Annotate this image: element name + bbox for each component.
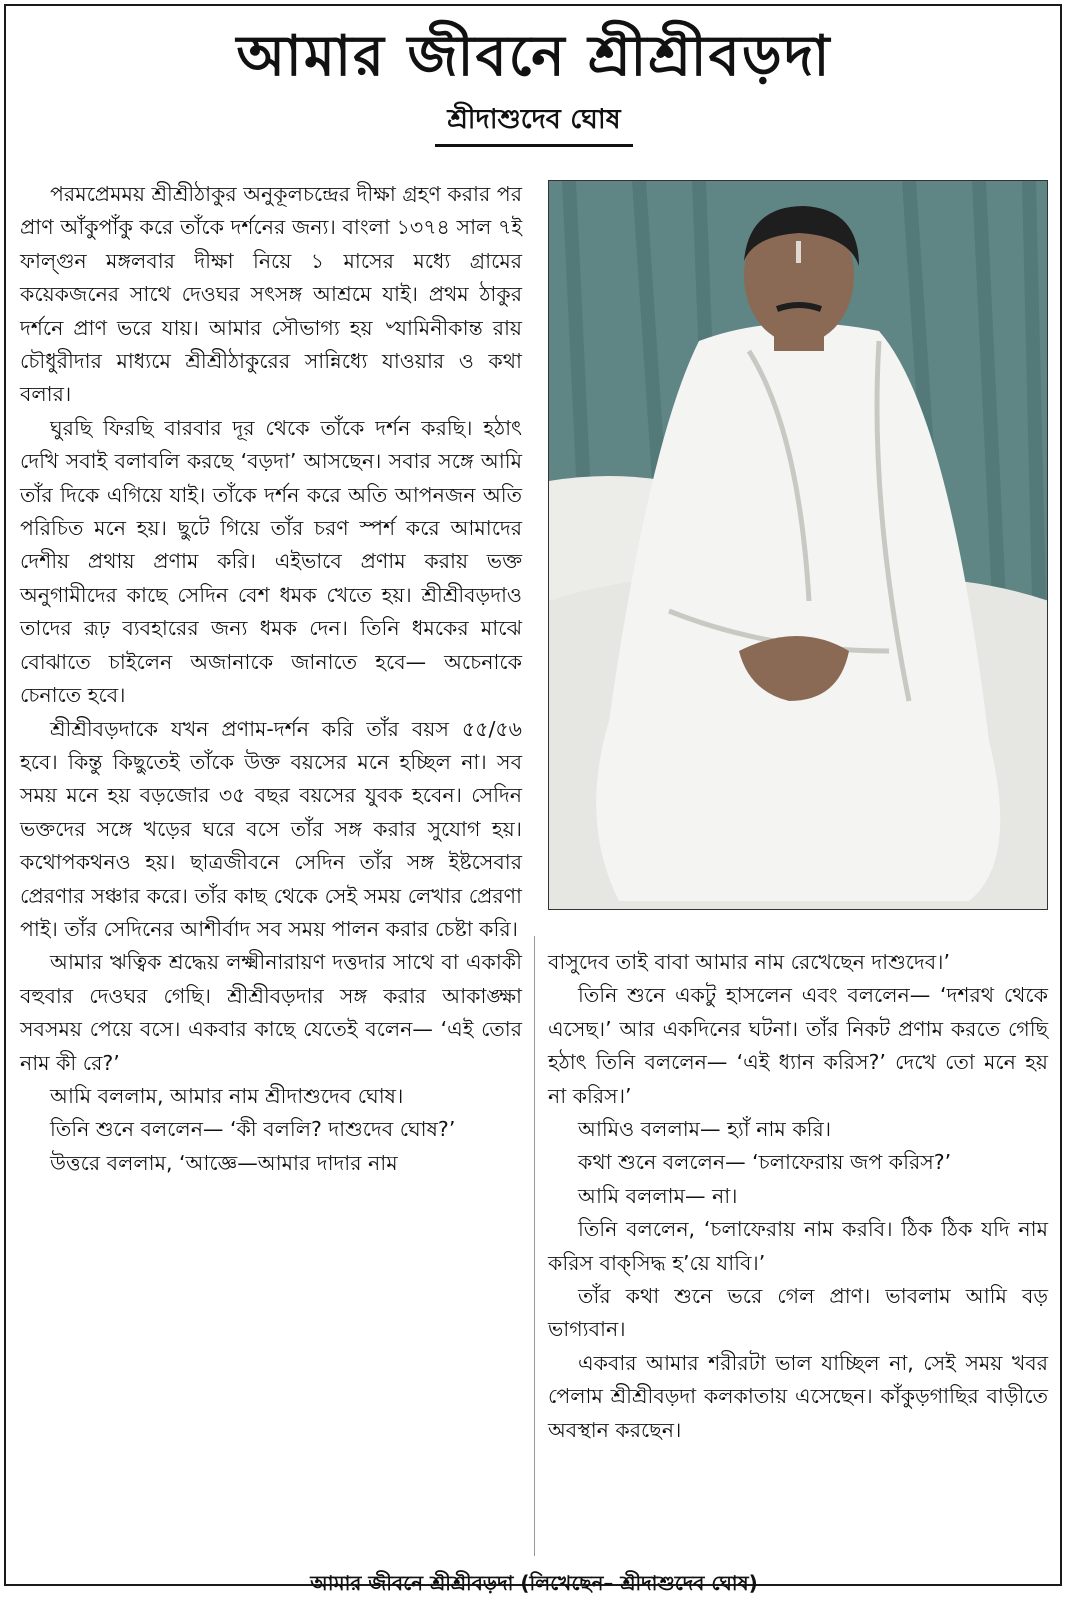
paragraph-continuation: বাসুদেব তাই বাবা আমার নাম রেখেছেন দাশুদেব।’ <box>548 950 951 974</box>
paragraph: তাঁর কথা শুনে ভরে গেল প্রাণ। ভাবলাম আমি বড় ভাগ্যবান। <box>548 1284 1048 1342</box>
paragraph: আমিও বললাম— হ্যাঁ নাম করি। <box>578 1117 832 1142</box>
paragraph: তিনি শুনে বললেন— ‘কী বললি? দাশুদেব ঘোষ?’ <box>50 1117 456 1142</box>
author-name: শ্রীদাশুদেব ঘোষ <box>435 100 632 147</box>
paragraph: তিনি শুনে একটু হাসলেন এবং বললেন— ‘দশরথ থেকে এসেছ।’ আর একদিনের ঘটনা। তাঁর নিকট প্রণাম করতে গেছি হঠাৎ তিনি বললেন— ‘এই ধ্যান করিস?’ দেখে তো মনে হয় না করিস।’ <box>548 983 1048 1108</box>
paragraph: উত্তরে বললাম, ‘আজ্ঞে—আমার দাদার নাম <box>50 1150 398 1175</box>
paragraph: শ্রীশ্রীবড়দাকে যখন প্রণাম-দর্শন করি তাঁর বয়স ৫৫/৫৬ হবে। কিন্তু কিছুতেই তাঁকে উক্ত বয়সের মনে হচ্ছিল না। সব সময় মনে হয় বড়জোর ৩৫ বছর বয়সের যুবক হবেন। সেদিন ভক্তদের সঙ্গে খড়ের ঘরে বসে তাঁর সঙ্গ করার সুযোগ হয়। কথোপকথনও হয়। ছাত্রজীবনে সেদিন তাঁর সঙ্গ ইষ্টসেবার প্রেরণার সঞ্চার করে। তাঁর কাছ থেকে সেই সময় লেখার প্রেরণা পাই। তাঁর সেদিনের আশীর্বাদ সব সময় পালন করার চেষ্টা করি। <box>20 716 522 941</box>
right-column <box>548 946 1048 1447</box>
article-title: আমার জীবনে শ্রীশ্রীবড়দা <box>236 24 832 89</box>
paragraph: একবার আমার শরীরটা ভাল যাচ্ছিল না, সেই সময় খবর পেলাম শ্রীশ্রীবড়দা কলকাতায় এসেছেন। কাঁকুড়গাছির বাড়ীতে অবস্থান করছেন। <box>548 1350 1048 1442</box>
paragraph: আমার ঋত্বিক শ্রদ্ধেয় লক্ষ্মীনারায়ণ দত্তদার সাথে বা একাকী বহুবার দেওঘর গেছি। শ্রীশ্রীবড়দার সঙ্গ করার আকাঙ্ক্ষা সবসময় পেয়ে বসে। একবার কাছে যেতেই বলেন— ‘এই তোর নাম কী রে?’ <box>20 950 522 1075</box>
author-byline <box>0 100 1068 147</box>
paragraph: ঘুরছি ফিরছি বারবার দূর থেকে তাঁকে দর্শন করছি। হঠাৎ দেখি সবাই বলাবলি করছে ‘বড়দা’ আসছেন। সবার সঙ্গে আমি তাঁর দিকে এগিয়ে যাই। তাঁকে দর্শন করে অতি আপনজন অতি পরিচিত মনে হয়। ছুটে গিয়ে তাঁর চরণ স্পর্শ করে আমাদের দেশীয় প্রথায় প্রণাম করি। এইভাবে প্রণাম করায় ভক্ত অনুগামীদের কাছে সেদিন বেশ ধমক খেতে হয়। শ্রীশ্রীবড়দাও তাদের রূঢ় ব্যবহারের জন্য ধমক দেন। তিনি ধমকের মাঝে বোঝাতে চাইলেন অজানাকে জানাতে হবে— অচেনাকে চেনাতে হবে। <box>20 415 522 708</box>
paragraph: আমি বললাম— না। <box>578 1183 738 1208</box>
page-footer: আমার জীবনে শ্রীশ্রীবড়দা (লিখেছেন– শ্রীদাশুদেব ঘোষ) <box>310 1571 758 1595</box>
paragraph: পরমপ্রেমময় শ্রীশ্রীঠাকুর অনুকূলচন্দ্রের দীক্ষা গ্রহণ করার পর প্রাণ আঁকুপাঁকু করে তাঁকে দর্শনের জন্য। বাংলা ১৩৭৪ সাল ৭ই ফাল্গুন মঙ্গলবার দীক্ষা নিয়ে ১ মাসের মধ্যে গ্রামের কয়েকজনের সাথে দেওঘর সৎসঙ্গ আশ্রমে যাই। প্রথম ঠাকুর দর্শনে প্রাণ ভরে যায়। আমার সৌভাগ্য হয় ৺যামিনীকান্ত রায় চৌধুরীদার মাধ্যমে শ্রীশ্রীঠাকুরের সান্নিধ্যে যাওয়ার ও কথা বলার। <box>20 182 522 407</box>
paragraph: আমি বললাম, আমার নাম শ্রীদাশুদেব ঘোষ। <box>50 1083 404 1108</box>
paragraph: কথা শুনে বললেন— ‘চলাফেরায় জপ করিস?’ <box>578 1150 952 1175</box>
left-column <box>20 178 522 1180</box>
portrait-photo-icon <box>549 181 1048 910</box>
portrait-photo <box>548 180 1048 910</box>
paragraph: তিনি বললেন, ‘চলাফেরায় নাম করবি। ঠিক ঠিক যদি নাম করিস বাক্‌সিদ্ধ হ’য়ে যাবি।’ <box>548 1217 1048 1275</box>
column-divider <box>534 936 535 1556</box>
